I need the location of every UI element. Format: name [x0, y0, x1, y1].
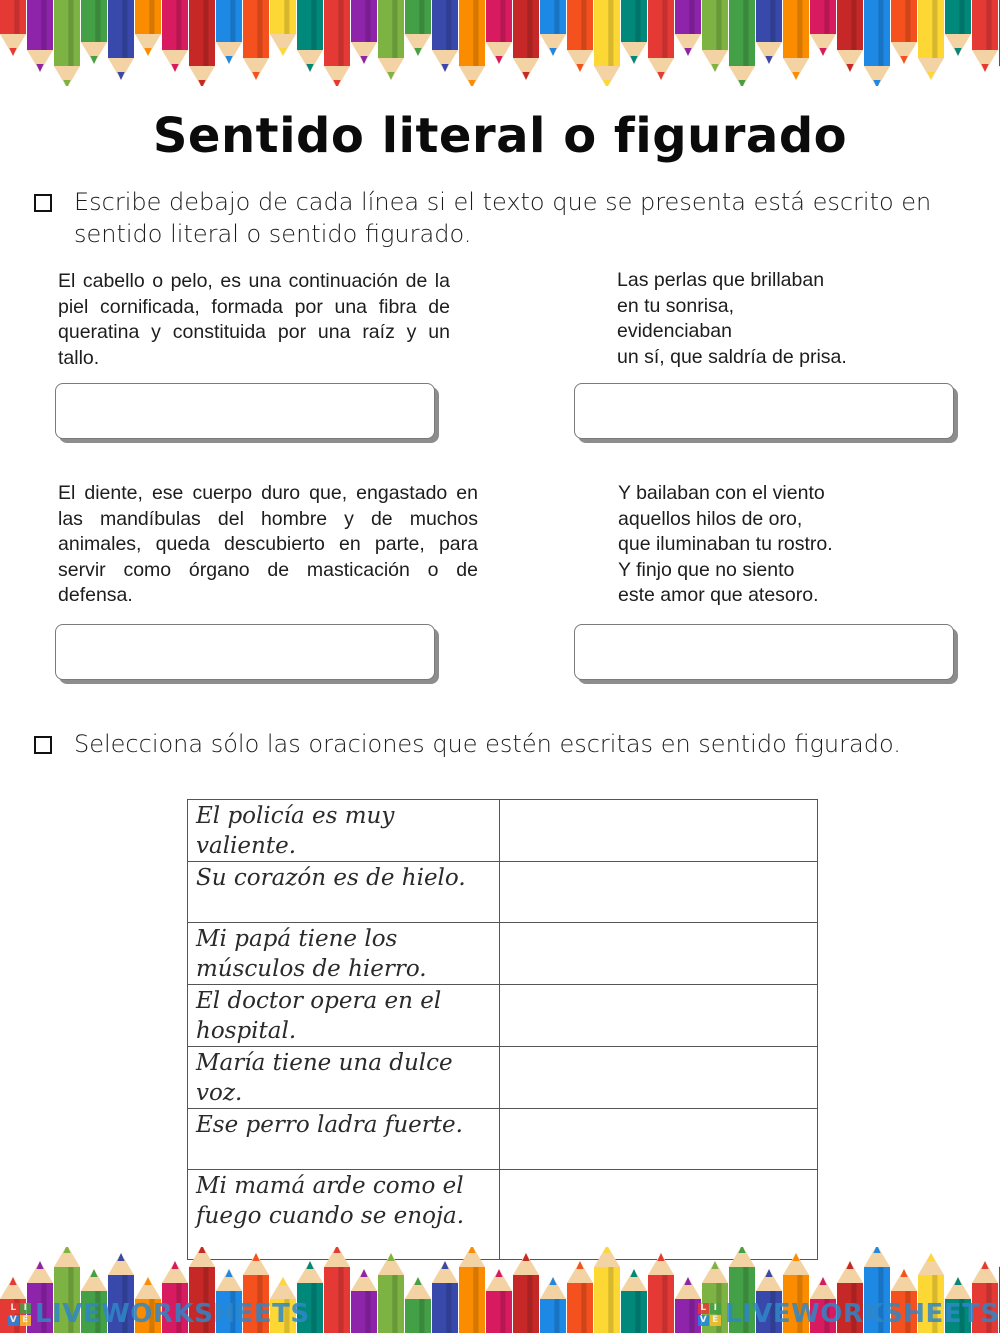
pencil-body [378, 0, 404, 58]
pencil-lead [441, 64, 448, 72]
pencil-body [432, 1283, 458, 1333]
pencil-body [162, 0, 188, 50]
pencil-shade [203, 0, 208, 66]
pencil-shade [446, 1283, 451, 1333]
pencil-lead [549, 48, 556, 56]
pencil-lead [306, 64, 313, 72]
checkbox-bullet-icon [34, 194, 52, 212]
instruction-1 [34, 186, 979, 250]
instruction-1-text: Escribe debajo de cada línea si el texto que se presenta está escrito en sentido literal o sentido figurado. [74, 188, 932, 248]
pencil-shade [500, 0, 505, 42]
pencil-body [972, 0, 998, 50]
pencil-icon [486, 0, 512, 64]
table-row [188, 1170, 818, 1260]
selection-cell[interactable] [500, 923, 818, 985]
pencil-icon [270, 0, 296, 56]
pencil-body [621, 0, 647, 42]
pencil-body [297, 0, 323, 50]
watermark-text: LIVEWORKSHEETS [725, 1299, 1000, 1329]
table-row [188, 800, 818, 862]
pencil-shade [527, 1275, 532, 1333]
page-title: Sentido literal o figurado [152, 108, 848, 164]
pencil-icon [459, 1247, 485, 1333]
pencil-lead [819, 48, 826, 56]
pencil-icon [432, 1261, 458, 1333]
pencil-body [567, 0, 593, 50]
pencil-body [513, 0, 539, 58]
pencil-lead [576, 1261, 583, 1269]
pencil-body [594, 1267, 620, 1333]
pencil-shade [824, 0, 829, 34]
selection-cell[interactable] [500, 1109, 818, 1170]
pencil-icon [243, 0, 269, 80]
pencil-shade [95, 0, 100, 42]
pencil-body [405, 1299, 431, 1333]
logo-letter: V [9, 1314, 18, 1325]
pencil-body [432, 0, 458, 50]
pencil-shade [986, 0, 991, 50]
pencil-shade [716, 0, 721, 50]
pencil-icon [675, 0, 701, 56]
pencil-lead [225, 56, 232, 64]
pencil-body [351, 0, 377, 42]
pencil-lead [495, 1269, 502, 1277]
selection-cell[interactable] [500, 800, 818, 862]
pencil-lead [171, 1261, 178, 1269]
pencil-icon [54, 0, 80, 86]
pencil-shade [149, 0, 154, 34]
passage-2: Las perlas que brillaban en tu sonrisa, evidenciaban un sí, que saldría de prisa. [617, 269, 847, 368]
pencil-icon [648, 1253, 674, 1333]
pencil-lead [522, 1253, 529, 1261]
passage-4: Y bailaban con el viento aquellos hilos de oro, que iluminaban tu rostro. Y finjo que no siento este amor que atesoro. [618, 482, 833, 607]
logo-letter: E [20, 1315, 31, 1326]
pencil-body [810, 0, 836, 34]
pencil-body [351, 1291, 377, 1333]
pencil-shade [878, 0, 883, 66]
table-row [188, 985, 818, 1047]
pencil-icon [216, 0, 242, 64]
pencil-shade [14, 0, 19, 34]
pencil-lead [90, 1269, 97, 1277]
pencil-shade [770, 0, 775, 42]
pencil-body [54, 0, 80, 66]
pencil-shade [392, 0, 397, 58]
instruction-2 [34, 728, 979, 760]
pencil-lead [846, 64, 853, 72]
pencil-shade [959, 0, 964, 34]
pencil-lead [144, 1277, 151, 1285]
pencil-icon [648, 0, 674, 80]
logo-letter: L [8, 1303, 19, 1314]
pencil-lead [711, 64, 718, 72]
logo-letter: L [698, 1303, 709, 1314]
pencil-body [216, 0, 242, 42]
pencil-body [540, 0, 566, 34]
pencil-lead [9, 1277, 16, 1285]
pencil-body [135, 0, 161, 34]
pencil-lead [954, 48, 961, 56]
pencil-lead [360, 1269, 367, 1277]
checkbox-bullet-icon [34, 736, 52, 754]
pencil-lead [414, 48, 421, 56]
pencil-lead [36, 64, 43, 72]
pencil-icon [378, 0, 404, 80]
sentence-cell: Mi mamá arde como el fuego cuando se enoja. [188, 1170, 500, 1260]
pencil-icon [918, 0, 944, 80]
table-row [188, 862, 818, 923]
pencil-icon [540, 1277, 566, 1333]
liveworksheets-logo-icon [698, 1303, 721, 1326]
pencil-icon [378, 1253, 404, 1333]
pencil-shade [473, 1267, 478, 1333]
pencil-border-top-graphic [0, 0, 1000, 86]
passage-1: El cabello o pelo, es una continuación de la piel cornificada, formada por una fibra de queratina y constituida por una raíz y un tallo. [58, 270, 450, 369]
pencil-shade [473, 0, 478, 66]
selection-cell[interactable] [500, 1170, 818, 1260]
pencil-icon [810, 0, 836, 56]
pencil-lead [279, 1277, 286, 1285]
table-row [188, 923, 818, 985]
pencil-body [243, 0, 269, 58]
pencil-icon [837, 0, 863, 72]
pencil-icon [540, 0, 566, 56]
pencil-shade [635, 1291, 640, 1333]
pencil-lead [846, 1261, 853, 1269]
pencil-body [864, 0, 890, 66]
pencil-lead [36, 1261, 43, 1269]
sentence-cell: El policía es muy valiente. [188, 800, 500, 862]
table-row [188, 1047, 818, 1109]
pencil-body [945, 0, 971, 34]
pencil-lead [279, 48, 286, 56]
pencil-icon [756, 0, 782, 64]
pencil-icon [783, 0, 809, 80]
sentence-cell: Ese perro ladra fuerte. [188, 1109, 500, 1170]
pencil-lead [252, 72, 259, 80]
pencil-shade [446, 0, 451, 50]
pencil-icon [729, 0, 755, 86]
pencil-body [0, 0, 26, 34]
pencil-lead [630, 1269, 637, 1277]
pencil-lead [765, 56, 772, 64]
pencil-body [513, 1275, 539, 1333]
pencil-shade [608, 0, 613, 66]
pencil-shade [689, 1299, 694, 1333]
pencil-lead [927, 72, 934, 80]
pencil-shade [554, 0, 559, 34]
pencil-body [675, 0, 701, 34]
pencil-icon [405, 0, 431, 56]
pencil-shade [581, 0, 586, 50]
liveworksheets-watermark [698, 1299, 1000, 1329]
pencil-shade [500, 1291, 505, 1333]
sentence-cell: María tiene una dulce voz. [188, 1047, 500, 1109]
pencil-shade [932, 0, 937, 58]
pencil-lead [9, 48, 16, 56]
pencil-body [783, 0, 809, 58]
pencil-body [270, 0, 296, 34]
pencil-shade [851, 0, 856, 50]
pencil-lead [954, 1277, 961, 1285]
pencil-shade [365, 1291, 370, 1333]
pencil-icon [324, 1247, 350, 1333]
pencil-body [594, 0, 620, 66]
pencil-icon [162, 0, 188, 72]
watermark-text: LIVEWORKSHEETS [35, 1299, 310, 1329]
pencil-icon [594, 0, 620, 86]
pencil-shade [662, 1275, 667, 1333]
pencil-icon [405, 1277, 431, 1333]
pencil-lead [765, 1269, 772, 1277]
pencil-lead [900, 56, 907, 64]
pencil-lead [414, 1277, 421, 1285]
pencil-shade [392, 1275, 397, 1333]
pencil-lead [657, 72, 664, 80]
pencil-body [891, 0, 917, 42]
pencil-shade [797, 0, 802, 58]
pencil-lead [252, 1253, 259, 1261]
pencil-body [918, 0, 944, 58]
selection-cell[interactable] [500, 862, 818, 923]
pencil-icon [945, 0, 971, 56]
pencil-icon [27, 0, 53, 72]
pencil-lead [117, 1253, 124, 1261]
pencil-lead [711, 1261, 718, 1269]
pencil-lead [441, 1261, 448, 1269]
logo-letter: I [710, 1303, 721, 1314]
pencil-shade [257, 0, 262, 58]
logo-letter: I [20, 1303, 31, 1314]
pencil-lead [819, 1277, 826, 1285]
pencil-body [567, 1283, 593, 1333]
pencil-shade [122, 0, 127, 58]
pencil-shade [527, 0, 532, 58]
pencil-shade [743, 0, 748, 66]
pencil-lead [684, 48, 691, 56]
pencil-body [81, 0, 107, 42]
pencil-icon [567, 0, 593, 72]
selection-cell[interactable] [500, 985, 818, 1047]
pencil-lead [360, 56, 367, 64]
pencil-body [486, 1291, 512, 1333]
sentence-cell: El doctor opera en el hospital. [188, 985, 500, 1047]
pencil-body [324, 0, 350, 66]
answer-field-3[interactable] [55, 624, 435, 680]
pencil-icon [567, 1261, 593, 1333]
pencil-icon [864, 0, 890, 86]
pencil-body [729, 0, 755, 66]
pencil-body [459, 0, 485, 66]
sentence-selection-table [187, 799, 818, 1260]
pencil-shade [662, 0, 667, 58]
pencil-body [324, 1267, 350, 1333]
sentence-cell: Su corazón es de hielo. [188, 862, 500, 923]
pencil-lead [117, 72, 124, 80]
pencil-icon [891, 0, 917, 64]
answer-field-1[interactable] [55, 383, 435, 439]
pencil-icon [486, 1269, 512, 1333]
pencil-body [648, 0, 674, 58]
pencil-icon [432, 0, 458, 72]
pencil-icon [702, 0, 728, 72]
pencil-body [540, 1299, 566, 1333]
pencil-shade [176, 0, 181, 50]
pencil-body [702, 0, 728, 50]
pencil-lead [495, 56, 502, 64]
pencil-lead [792, 72, 799, 80]
pencil-lead [576, 64, 583, 72]
pencil-shade [311, 1283, 316, 1333]
pencil-body [756, 0, 782, 42]
pencil-lead [981, 1261, 988, 1269]
pencil-lead [306, 1261, 313, 1269]
pencil-lead [630, 56, 637, 64]
pencil-shade [41, 0, 46, 50]
pencil-lead [387, 72, 394, 80]
pencil-shade [554, 1299, 559, 1333]
pencil-lead [900, 1269, 907, 1277]
pencil-lead [549, 1277, 556, 1285]
pencil-shade [338, 0, 343, 66]
pencil-body [837, 0, 863, 50]
pencil-icon [297, 0, 323, 72]
pencil-lead [657, 1253, 664, 1261]
pencil-shade [581, 1283, 586, 1333]
pencil-icon [513, 0, 539, 80]
logo-letter: E [710, 1315, 721, 1326]
pencil-shade [419, 1299, 424, 1333]
pencil-icon [351, 0, 377, 64]
pencil-icon [189, 0, 215, 86]
pencil-icon [135, 0, 161, 56]
liveworksheets-watermark [8, 1299, 310, 1329]
pencil-icon [621, 0, 647, 64]
pencil-body [486, 0, 512, 42]
pencil-lead [927, 1253, 934, 1261]
pencil-shade [635, 0, 640, 42]
pencil-icon [0, 0, 26, 56]
instruction-2-text: Selecciona sólo las oraciones que estén escritas en sentido figurado. [74, 730, 901, 758]
sentence-cell: Mi papá tiene los músculos de hierro. [188, 923, 500, 985]
pencil-lead [90, 56, 97, 64]
answer-field-4[interactable] [574, 624, 954, 680]
pencil-shade [68, 0, 73, 66]
pencil-body [108, 0, 134, 58]
logo-letter: V [699, 1314, 708, 1325]
pencil-body [621, 1291, 647, 1333]
pencil-lead [225, 1269, 232, 1277]
answer-field-2[interactable] [574, 383, 954, 439]
pencil-icon [594, 1247, 620, 1333]
selection-cell[interactable] [500, 1047, 818, 1109]
table-row [188, 1109, 818, 1170]
pencil-lead [792, 1253, 799, 1261]
pencil-icon [81, 0, 107, 64]
pencil-shade [365, 0, 370, 42]
pencil-icon [621, 1269, 647, 1333]
pencil-lead [387, 1253, 394, 1261]
pencil-shade [419, 0, 424, 34]
pencil-body [27, 0, 53, 50]
pencil-shade [284, 0, 289, 34]
pencil-lead [171, 64, 178, 72]
pencil-lead [981, 64, 988, 72]
pencil-shade [230, 0, 235, 42]
pencil-border-top [0, 0, 1000, 86]
pencil-body [648, 1275, 674, 1333]
passage-3: El diente, ese cuerpo duro que, engastado en las mandíbulas del hombre y de muchos animales, queda descubierto en parte, para servir como órgano de masticación o de defensa. [58, 482, 478, 607]
pencil-lead [144, 48, 151, 56]
pencil-shade [338, 1267, 343, 1333]
pencil-body [405, 0, 431, 34]
pencil-icon [324, 0, 350, 86]
pencil-icon [513, 1253, 539, 1333]
pencil-body [378, 1275, 404, 1333]
pencil-lead [522, 72, 529, 80]
pencil-shade [608, 1267, 613, 1333]
pencil-lead [684, 1277, 691, 1285]
pencil-icon [351, 1269, 377, 1333]
pencil-shade [689, 0, 694, 34]
pencil-body [189, 0, 215, 66]
pencil-shade [905, 0, 910, 42]
pencil-body [459, 1267, 485, 1333]
pencil-icon [972, 0, 998, 72]
pencil-icon [108, 0, 134, 80]
pencil-icon [459, 0, 485, 86]
pencil-shade [311, 0, 316, 50]
liveworksheets-logo-icon [8, 1303, 31, 1326]
